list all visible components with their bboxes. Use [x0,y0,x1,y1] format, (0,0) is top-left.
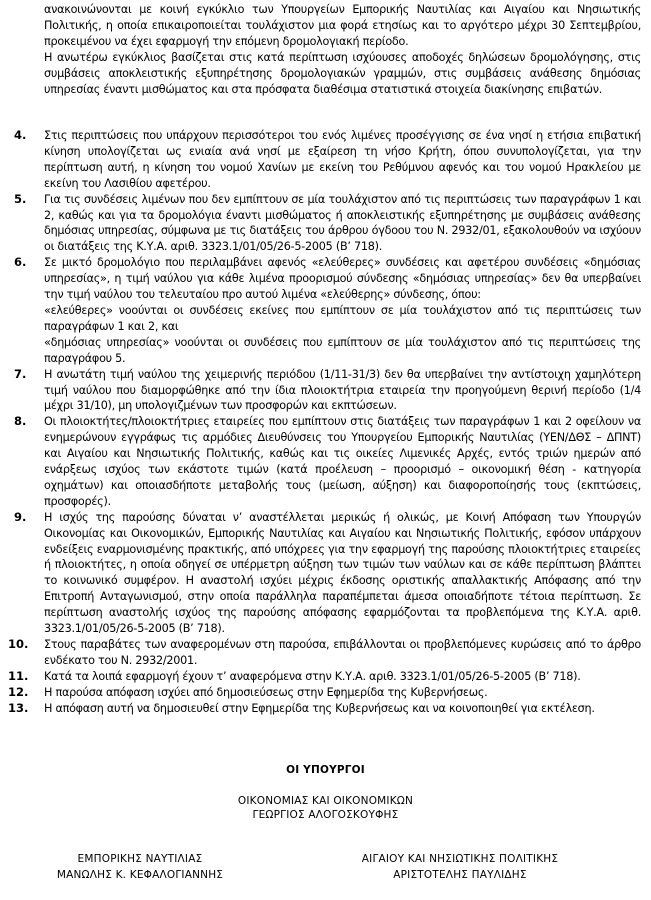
signatures-heading: ΟΙ ΥΠΟΥΡΓΟΙ [286,764,365,776]
shipping-ministry: ΕΜΠΟΡΙΚΗΣ ΝΑΥΤΙΛΙΑΣ [77,853,203,865]
item-number: 7. [14,366,27,381]
item-paragraph: «ελεύθερες» νοούνται οι συνδέσεις εκείνες που εμπίπτουν σε μία τουλάχιστον από τις περιπτώσεις των παραγράφων 1 και 2, και [44,303,641,333]
item-number: 9. [14,509,27,524]
item-paragraph: Στις περιπτώσεις που υπάρχουν περισσότεροι του ενός λιμένες προσέγγισης σε ένα νησί η ετήσια επιβατική κίνηση υπολογίζεται ως ενιαία ανά νησί με εξαίρεση τη νήσο Κρήτη, όπου συνυπολογίζεται, για την περίπτωση αυτή, η κίνηση του νομού Χανίων με εκείνη του Ρεθύμνου αφενός και του νομού Ηρακλείου με εκείνη του Λασιθίου αφετέρου. [44,129,641,190]
shipping-minister-name: ΜΑΝΩΛΗΣ Κ. ΚΕΦΑΛΟΓΙΑΝΝΗΣ [56,869,224,881]
item-number: 12. [8,684,29,699]
item-number: 8. [14,414,27,429]
finance-minister-name: ΓΕΩΡΓΙΟΣ ΑΛΟΓΟΣΚΟΥΦΗΣ [252,809,399,821]
item-paragraph: Για τις συνδέσεις λιμένων που δεν εμπίπτουν σε μία τουλάχιστον από τις περιπτώσεις των παραγράφων 1 και 2, καθώς και για τα δρομολόγια έναντι μισθώματος ή αποκλειστικής εξυπηρέτησης με συμβάσεις ανάθεσης δημόσιας υπηρεσίας, σύμφωνα με τις διατάξεις του άρθρου όγδοου του Ν. 2932/01, εξακολουθούν να ισχύουν οι διατάξεις της Κ.Υ.Α. αριθ. 3323.1/01/05/26-5-2005 (Β’ 718). [44,192,641,254]
item-number: 10. [8,637,29,651]
list-item [0,669,641,685]
item-paragraph: «δημόσιας υπηρεσίας» νοούνται οι συνδέσεις που εμπίπτουν σε μία τουλάχιστον από τις περιπτώσεις της παραγράφου 5. [44,335,641,365]
item-paragraph: Η ισχύς της παρούσης δύναται ν’ αναστέλλεται μερικώς ή ολικώς, με Κοινή Απόφαση των Υπουργών Οικονομίας και Οικονομικών, Εμπορικής Ναυτιλίας και Αιγαίου και Νησιωτικής Πολιτικής, εφόσον υπάρχουν ενδείξεις εναρμονισμένης πρακτικής, από υπόχρεες για την εφαρμογή της παρούσης πλοιοκτήτριες εταιρείες ή πλοιοκτήτες, η οποία οδηγεί σε υπέρμετρη αύξηση των τιμών των ναύλων και σε κάθε περίπτωση βλάπτει το κοινωνικό συμφέρον. Η αναστολή ισχύει μέχρις έκδοσης οριστικής απαλλακτικής Απόφασης από την Επιτροπή Ανταγωνισμού, στην οποία παράλληλα παραπέμπεται άμεσα οποιαδήποτε τέτοια περίπτωση. Σε περίπτωση αναστολής ισχύος της παρούσης απόφασης εφαρμόζονται τα προβλεπόμενα της Κ.Υ.Α. αριθ. 3323.1/01/05/26-5-2005 (Β’ 718). [44,510,641,636]
list-item [0,637,641,669]
item-paragraph: Κατά τα λοιπά εφαρμογή έχουν τ’ αναφερόμενα στην Κ.Υ.Α. αριθ. 3323.1/01/05/26-5-2005 (Β’ 718). [44,669,581,683]
item-number: 11. [8,668,29,683]
list-item [0,701,641,717]
continuation-paragraph: ανακοινώνονται με κοινή εγκύκλιο των Υπουργείων Εμπορικής Ναυτιλίας και Αιγαίου και Νησιωτικής Πολιτικής, η οποία επικαιροποιείται τουλάχιστον μια φορά ετησίως και το αργότερο μέχρι 30 Σεπτεμβρίου, προκειμένου να έχει εφαρμογή την επόμενη δρομολογιακή περίοδο. [44,3,641,48]
item-paragraph: Οι πλοιοκτήτες/πλοιοκτήτριες εταιρείες που εμπίπτουν στις διατάξεις των παραγράφων 1 και 2 οφείλουν να ενημερώνουν εγγράφως τις αρμόδιες Διευθύνσεις του Υπουργείου Εμπορικής Ναυτιλίας (ΥΕΝ/ΔΘΣ – ΔΠΝΤ) και Αιγαίου και Νησιωτικής Πολιτικής, καθώς και τις οικείες Λιμενικές Αρχές, εντός τριών ημερών από ενάρξεως ισχύος των εκάστοτε τιμών (κατά προέλευση – προορισμό – οικονομική θέση - κατηγορία οχημάτων) και οποιασδήποτε μεταβολής τους (μείωση, αύξηση) και διαφοροποίησής τους (εκπτώσεις, προσφορές). [44,415,641,508]
list-item [0,192,641,256]
list-item [0,128,641,192]
item-paragraph: Σε μικτό δρομολόγιο που περιλαμβάνει αφενός «ελεύθερες» συνδέσεις και αφετέρου συνδέσεις «δημόσιας υπηρεσίας», η τιμή ναύλου για κάθε λιμένα προορισμού σύνδεσης «δημόσιας υπηρεσίας» δεν θα υπερβαίνει την τιμή ναύλου του τελευταίου προ αυτού λιμένα «ελεύθερης» σύνδεσης, όπου: [44,256,641,302]
list-item [0,685,641,701]
item-paragraph: Η απόφαση αυτή να δημοσιευθεί στην Εφημερίδα της Κυβερνήσεως και να κοινοποιηθεί για εκτέλεση. [44,701,595,715]
aegean-minister-name: ΑΡΙΣΤΟΤΕΛΗΣ ΠΑΥΛΙΔΗΣ [393,869,527,881]
list-item [0,255,641,366]
list-item [0,367,641,415]
finance-ministry: ΟΙΚΟΝΟΜΙΑΣ ΚΑΙ ΟΙΚΟΝΟΜΙΚΩΝ [237,795,414,807]
item-number: 6. [14,255,27,270]
item-paragraph: Στους παραβάτες των αναφερομένων στη παρούσα, επιβάλλονται οι προβλεπόμενες κυρώσεις από το άρθρο ενδέκατο του Ν. 2932/2001. [44,638,641,667]
item-number: 4. [14,128,27,142]
continuation-paragraph: Η ανωτέρω εγκύκλιος βασίζεται στις κατά περίπτωση ισχύουσες αποδοχές δηλώσεων δρομολόγησης, στις συμβάσεις αποκλειστικής εξυπηρέτησης δρομολογιακών γραμμών, στις συμβάσεις ανάθεσης δημόσιας υπηρεσίας έναντι μισθώματος και στα πρόσφατα διαθέσιμα στατιστικά στοιχεία διακίνησης επιβατών. [44,50,641,96]
continuation-text [44,2,641,97]
item-number: 13. [8,700,29,715]
numbered-list [0,128,651,717]
item-paragraph: Η ανωτάτη τιμή ναύλου της χειμερινής περιόδου (1/11-31/3) δεν θα υπερβαίνει την αντίστοιχη χαμηλότερη τιμή ναύλου που διαμορφώθηκε από την ίδια πλοιοκτήτρια εταιρεία την προηγούμενη θερινή περίοδο (1/4 μέχρι 31/10), μη υπολογιζμένων των προσφορών και εκπτώσεων. [44,367,641,413]
list-item [0,414,641,509]
list-item [0,510,641,637]
item-paragraph: Η παρούσα απόφαση ισχύει από δημοσιεύσεως στην Εφημερίδα της Κυβερνήσεως. [44,685,488,699]
aegean-ministry: ΑΙΓΑΙΟΥ ΚΑΙ ΝΗΣΙΩΤΙΚΗΣ ΠΟΛΙΤΙΚΗΣ [361,853,559,865]
item-number: 5. [14,191,27,206]
